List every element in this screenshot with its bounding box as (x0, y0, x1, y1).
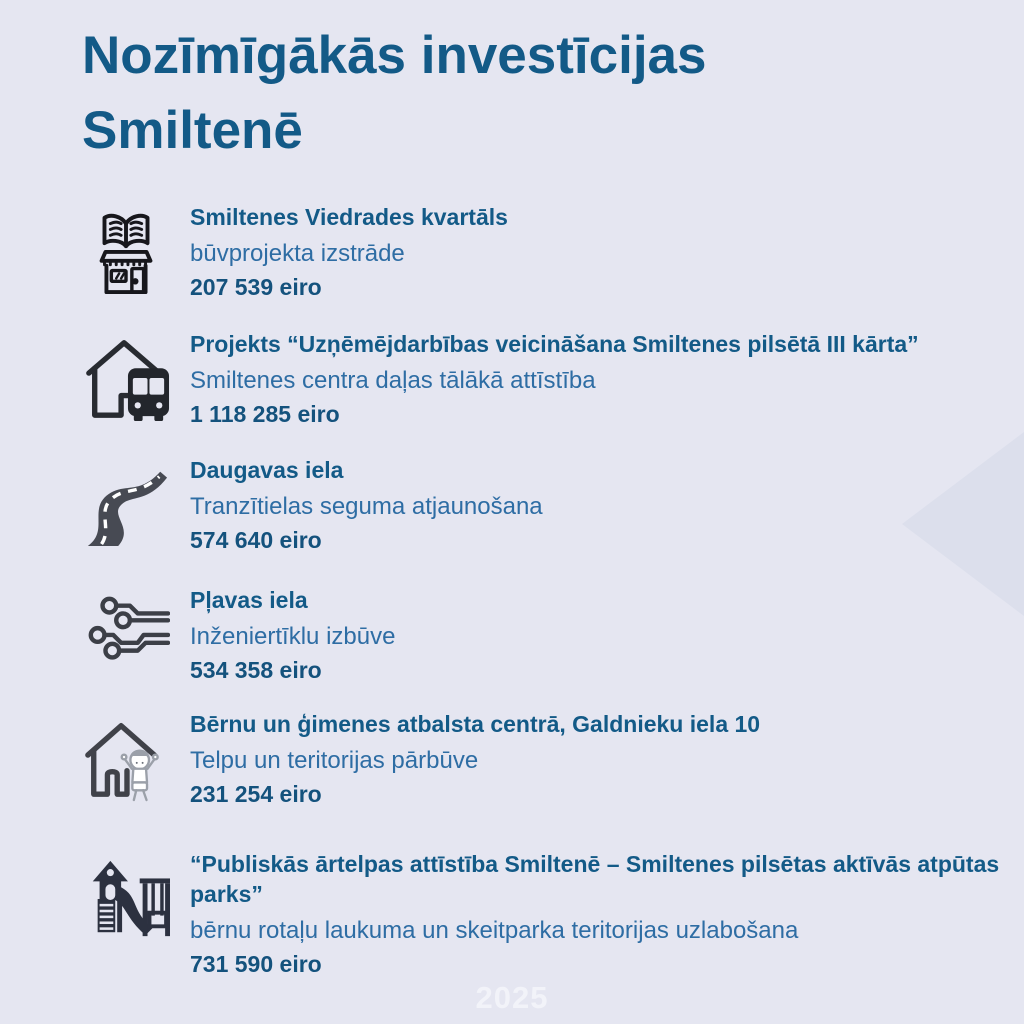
investment-item (70, 330, 919, 429)
investment-item (70, 456, 543, 555)
item-description: būvprojekta izstrāde (190, 239, 405, 267)
title-line-2: Smiltenē (82, 101, 303, 161)
item-description: Telpu un teritorijas pārbūve (190, 746, 479, 774)
house-bus-icon (70, 334, 182, 422)
house-child-icon (70, 714, 182, 802)
item-amount: 534 358 eiro (190, 657, 322, 684)
item-amount: 731 590 eiro (190, 950, 322, 977)
utilities-network-icon (70, 590, 182, 678)
item-title: Daugavas iela (190, 457, 344, 483)
item-amount: 231 254 eiro (190, 781, 322, 808)
investment-item (70, 850, 1012, 979)
investment-item (70, 203, 508, 302)
bookstore-icon (70, 207, 182, 295)
item-description: Tranzītielas seguma atjaunošana (190, 492, 543, 520)
playground-icon (70, 854, 182, 942)
road-icon (70, 460, 182, 548)
item-title: Bērnu un ģimenes atbalsta centrā, Galdnieku iela 10 (190, 711, 761, 737)
investment-item (70, 586, 395, 685)
investment-item (70, 710, 760, 809)
item-description: Smiltenes centra daļas tālākā attīstība (190, 366, 596, 394)
item-title: Smiltenes Viedrades kvartāls (190, 204, 508, 230)
item-description: bērnu rotaļu laukuma un skeitparka teritorijas uzlabošana (190, 916, 799, 944)
title-line-1: Nozīmīgākās investīcijas (82, 26, 707, 85)
item-title: Pļavas iela (190, 587, 308, 613)
item-title: “Publiskās ārtelpas attīstība Smiltenē – Smiltenes pilsētas aktīvās atpūtas parks” (190, 851, 1000, 907)
item-amount: 207 539 eiro (190, 274, 322, 301)
item-amount: 574 640 eiro (190, 527, 322, 554)
item-description: Inženiertīklu izbūve (190, 622, 396, 650)
year-watermark: 2025 (475, 980, 549, 1015)
page-title (82, 18, 962, 169)
item-title: Projekts “Uzņēmējdarbības veicināšana Smiltenes pilsētā III kārta” (190, 331, 919, 357)
item-amount: 1 118 285 eiro (190, 401, 340, 428)
decorative-triangle (902, 432, 1024, 616)
